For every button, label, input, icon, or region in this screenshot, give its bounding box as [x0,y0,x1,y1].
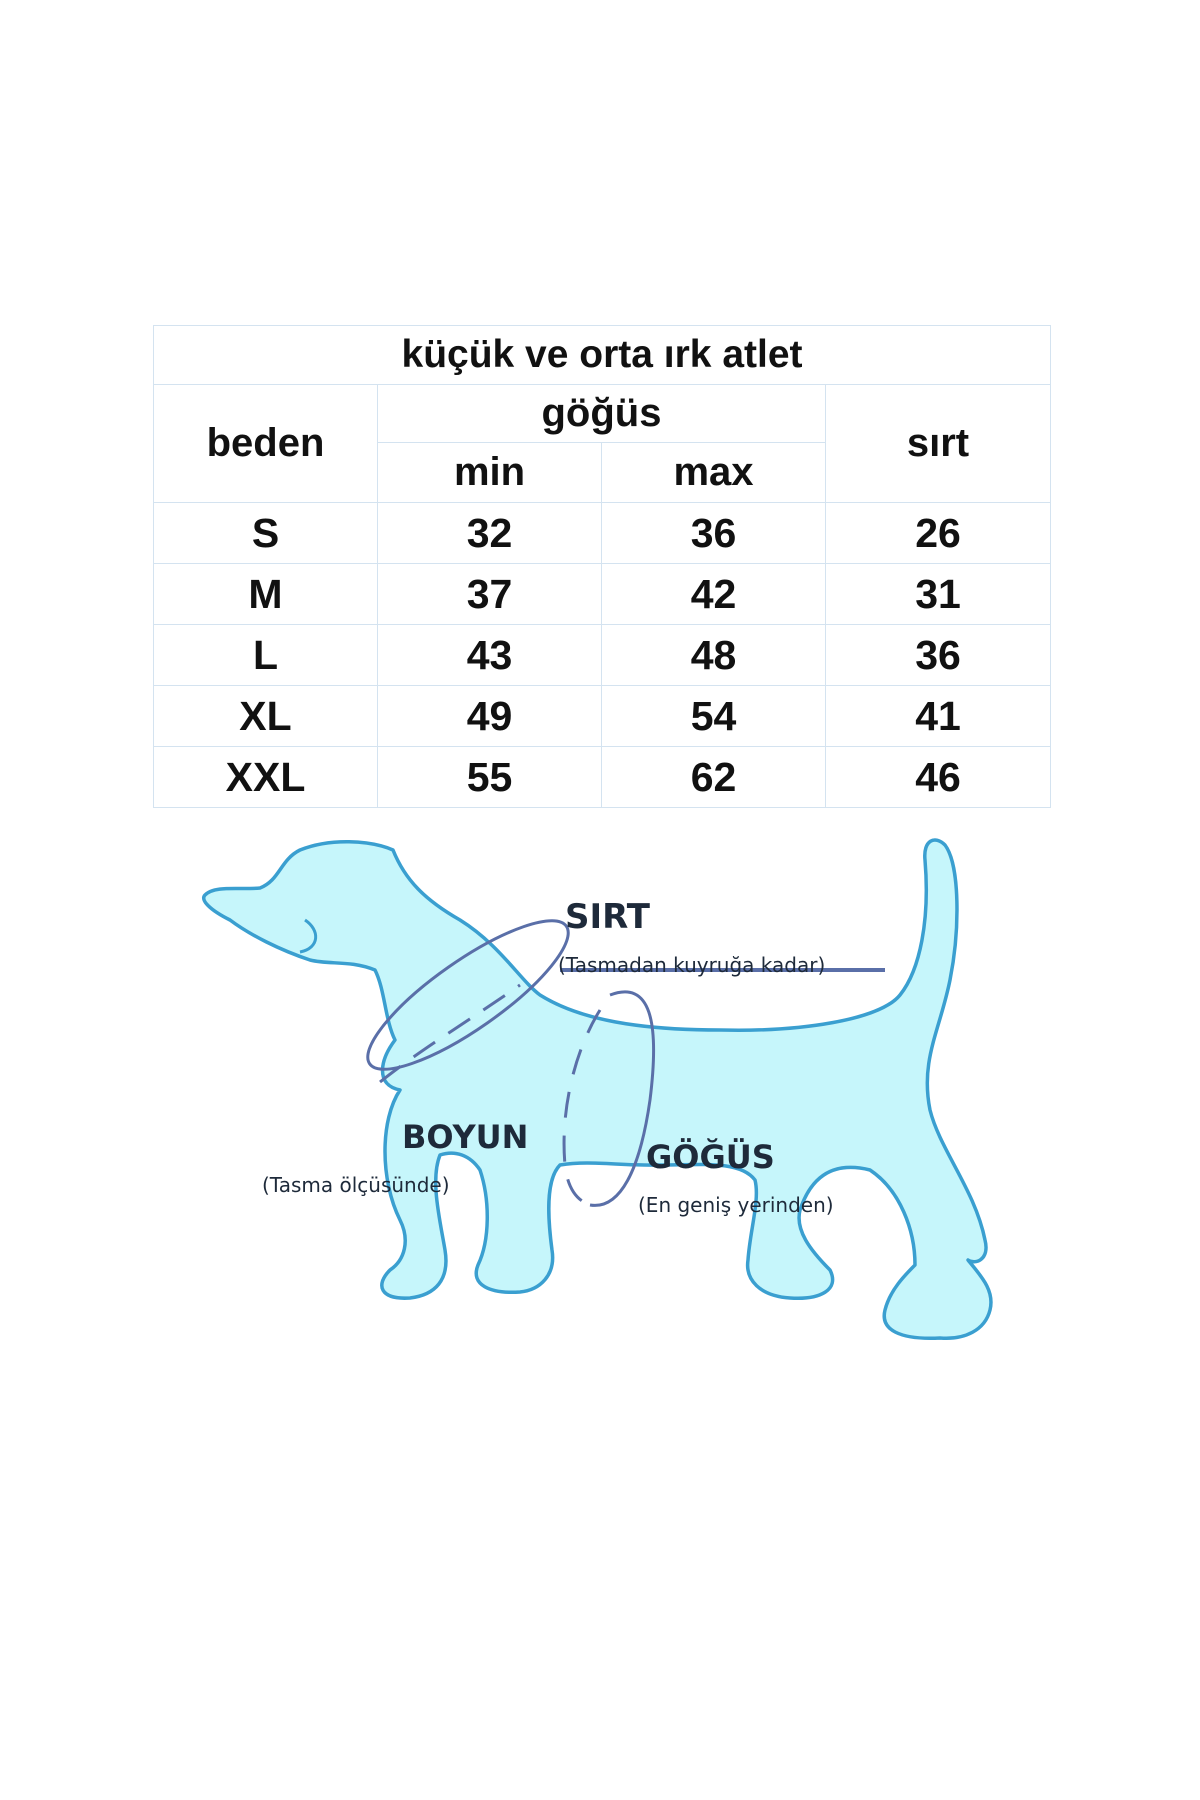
cell-max: 54 [602,686,826,747]
cell-max: 42 [602,564,826,625]
table-title: küçük ve orta ırk atlet [154,326,1051,385]
cell-back: 36 [826,625,1051,686]
table-row [154,564,1051,625]
cell-size: L [154,625,378,686]
cell-min: 55 [378,747,602,808]
table-row [154,747,1051,808]
cell-size: XL [154,686,378,747]
cell-back: 41 [826,686,1051,747]
neck-note: (Tasma ölçüsünde) [262,1173,450,1197]
header-chest-min: min [378,443,602,503]
cell-min: 43 [378,625,602,686]
cell-back: 46 [826,747,1051,808]
header-size: beden [154,385,378,503]
chest-note: (En geniş yerinden) [638,1193,834,1217]
cell-min: 49 [378,686,602,747]
table-row [154,503,1051,564]
header-chest: göğüs [378,385,826,443]
table-row [154,625,1051,686]
table-row [154,686,1051,747]
neck-label: BOYUN [402,1118,529,1156]
header-chest-max: max [602,443,826,503]
cell-back: 26 [826,503,1051,564]
cell-min: 37 [378,564,602,625]
cell-max: 48 [602,625,826,686]
chest-label: GÖĞÜS [646,1138,775,1176]
back-note: (Tasmadan kuyruğa kadar) [558,953,826,977]
back-label: SIRT [565,897,650,937]
cell-size: XXL [154,747,378,808]
header-back: sırt [826,385,1051,503]
cell-size: M [154,564,378,625]
cell-back: 31 [826,564,1051,625]
cell-size: S [154,503,378,564]
cell-min: 32 [378,503,602,564]
cell-max: 36 [602,503,826,564]
cell-max: 62 [602,747,826,808]
size-table [153,325,1051,808]
dog-measurement-diagram [0,820,1200,1520]
